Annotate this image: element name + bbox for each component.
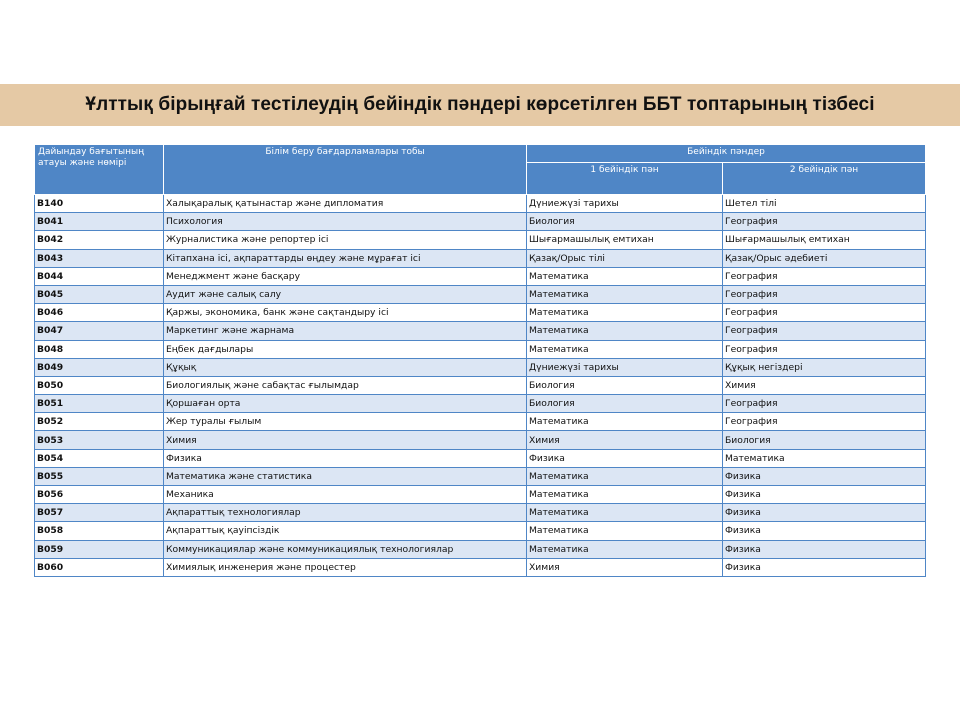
table-row (35, 358, 926, 376)
table-row (35, 395, 926, 413)
table-row (35, 449, 926, 467)
subject-2-cell: Физика (723, 540, 926, 558)
subject-1-cell: Қазақ/Орыс тілі (527, 249, 723, 267)
code-cell: B060 (35, 558, 164, 576)
subject-1-cell: Дүниежүзі тарихы (527, 195, 723, 213)
code-cell: B140 (35, 195, 164, 213)
subject-2-cell: География (723, 267, 926, 285)
program-cell: Ақпараттық қауіпсіздік (164, 522, 527, 540)
subject-1-cell: Химия (527, 558, 723, 576)
page-title: Ұлттық бірыңғай тестілеудің бейіндік пәндері көрсетілген ББТ топтарының тізбесі (85, 94, 875, 115)
subject-1-cell: Математика (527, 304, 723, 322)
subject-2-cell: Физика (723, 522, 926, 540)
subject-2-cell: Қазақ/Орыс әдебиеті (723, 249, 926, 267)
code-cell: B043 (35, 249, 164, 267)
table-row (35, 231, 926, 249)
table-row (35, 322, 926, 340)
subjects-table (34, 144, 926, 577)
program-cell: Механика (164, 486, 527, 504)
subject-1-cell: Биология (527, 213, 723, 231)
table-row (35, 486, 926, 504)
subject-2-cell: Физика (723, 504, 926, 522)
subject-2-cell: География (723, 413, 926, 431)
header-subject-1: 1 бейіндік пән (527, 163, 723, 195)
code-cell: B051 (35, 395, 164, 413)
subject-2-cell: Физика (723, 558, 926, 576)
code-cell: B054 (35, 449, 164, 467)
table-row (35, 558, 926, 576)
table-body (35, 195, 926, 577)
program-cell: Менеджмент және басқару (164, 267, 527, 285)
subject-1-cell: Химия (527, 431, 723, 449)
program-cell: Маркетинг және жарнама (164, 322, 527, 340)
program-cell: Халықаралық қатынастар және дипломатия (164, 195, 527, 213)
program-cell: Физика (164, 449, 527, 467)
code-cell: B050 (35, 376, 164, 394)
code-cell: B055 (35, 467, 164, 485)
program-cell: Құқық (164, 358, 527, 376)
code-cell: B052 (35, 413, 164, 431)
code-cell: B056 (35, 486, 164, 504)
code-cell: B057 (35, 504, 164, 522)
table-row (35, 467, 926, 485)
header-profile-subjects: Бейіндік пәндер (527, 145, 926, 163)
table-row (35, 376, 926, 394)
code-cell: B059 (35, 540, 164, 558)
program-cell: Коммуникациялар және коммуникациялық технологиялар (164, 540, 527, 558)
subject-2-cell: География (723, 304, 926, 322)
program-cell: Химия (164, 431, 527, 449)
program-cell: Қоршаған орта (164, 395, 527, 413)
program-cell: Ақпараттық технологиялар (164, 504, 527, 522)
code-cell: B049 (35, 358, 164, 376)
table-row (35, 413, 926, 431)
subject-2-cell: Биология (723, 431, 926, 449)
subject-1-cell: Дүниежүзі тарихы (527, 358, 723, 376)
subject-1-cell: Шығармашылық емтихан (527, 231, 723, 249)
subject-1-cell: Биология (527, 376, 723, 394)
program-cell: Химиялық инженерия және процестер (164, 558, 527, 576)
header-program-group: Білім беру бағдарламалары тобы (164, 145, 527, 195)
table-row (35, 340, 926, 358)
subject-2-cell: География (723, 395, 926, 413)
subject-2-cell: Химия (723, 376, 926, 394)
table-row (35, 285, 926, 303)
header-direction: Дайындау бағытының атауы және нөмірі (35, 145, 164, 195)
subject-1-cell: Математика (527, 467, 723, 485)
subject-2-cell: Физика (723, 486, 926, 504)
program-cell: Кітапхана ісі, ақпараттарды өңдеу және мұрағат ісі (164, 249, 527, 267)
subject-2-cell: Шығармашылық емтихан (723, 231, 926, 249)
program-cell: Биологиялық және сабақтас ғылымдар (164, 376, 527, 394)
program-cell: Қаржы, экономика, банк және сақтандыру ісі (164, 304, 527, 322)
table-row (35, 304, 926, 322)
subject-1-cell: Математика (527, 267, 723, 285)
table-row (35, 522, 926, 540)
subject-2-cell: Шетел тілі (723, 195, 926, 213)
program-cell: Еңбек дағдылары (164, 340, 527, 358)
code-cell: B041 (35, 213, 164, 231)
code-cell: B048 (35, 340, 164, 358)
subject-2-cell: География (723, 285, 926, 303)
table-row (35, 267, 926, 285)
subject-1-cell: Физика (527, 449, 723, 467)
program-cell: Аудит және салық салу (164, 285, 527, 303)
program-cell: Журналистика және репортер ісі (164, 231, 527, 249)
table-row (35, 195, 926, 213)
code-cell: B058 (35, 522, 164, 540)
code-cell: B047 (35, 322, 164, 340)
subject-2-cell: География (723, 340, 926, 358)
code-cell: B044 (35, 267, 164, 285)
subject-2-cell: Математика (723, 449, 926, 467)
subject-2-cell: География (723, 322, 926, 340)
subject-1-cell: Математика (527, 504, 723, 522)
code-cell: B042 (35, 231, 164, 249)
table-row (35, 249, 926, 267)
table-row (35, 213, 926, 231)
code-cell: B045 (35, 285, 164, 303)
table-row (35, 540, 926, 558)
table-row (35, 504, 926, 522)
title-band (0, 84, 960, 126)
subject-2-cell: География (723, 213, 926, 231)
code-cell: B053 (35, 431, 164, 449)
subject-1-cell: Биология (527, 395, 723, 413)
program-cell: Математика және статистика (164, 467, 527, 485)
subject-1-cell: Математика (527, 322, 723, 340)
subject-2-cell: Физика (723, 467, 926, 485)
subject-1-cell: Математика (527, 285, 723, 303)
subject-1-cell: Математика (527, 540, 723, 558)
subject-1-cell: Математика (527, 340, 723, 358)
subject-1-cell: Математика (527, 486, 723, 504)
table-row (35, 431, 926, 449)
program-cell: Психология (164, 213, 527, 231)
subject-1-cell: Математика (527, 413, 723, 431)
header-subject-2: 2 бейіндік пән (723, 163, 926, 195)
code-cell: B046 (35, 304, 164, 322)
subject-1-cell: Математика (527, 522, 723, 540)
subject-2-cell: Құқық негіздері (723, 358, 926, 376)
program-cell: Жер туралы ғылым (164, 413, 527, 431)
